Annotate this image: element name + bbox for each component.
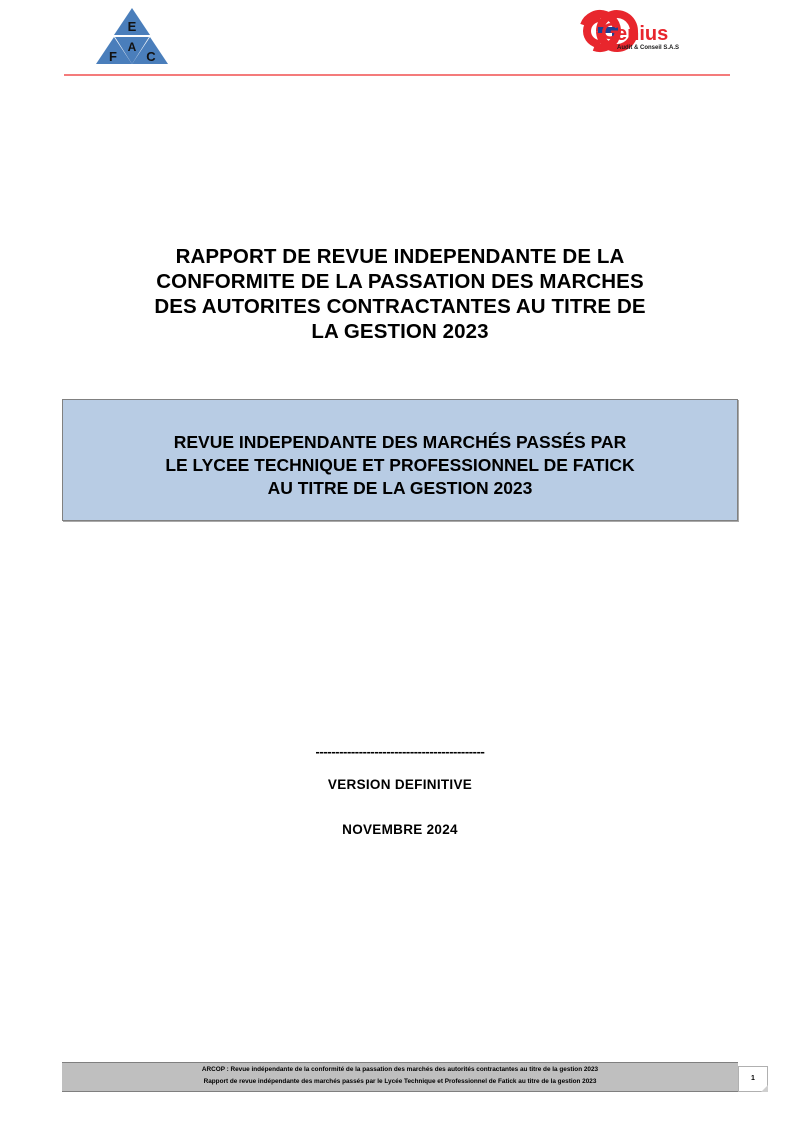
footer-text bbox=[62, 1064, 738, 1087]
subject-highlight-box bbox=[62, 399, 738, 521]
header-rule bbox=[64, 74, 730, 76]
version-block bbox=[100, 744, 700, 837]
eafc-logo bbox=[96, 6, 168, 66]
title-line-4: LA GESTION 2023 bbox=[311, 320, 489, 343]
svg-text:F: F bbox=[109, 49, 117, 64]
subject-line-1: REVUE INDEPENDANTE DES MARCHÉS PASSÉS PAR bbox=[173, 432, 627, 452]
page-header bbox=[0, 0, 800, 84]
page-number: 1 bbox=[751, 1075, 755, 1082]
svg-text:A: A bbox=[127, 40, 137, 54]
title-line-1: RAPPORT DE REVUE INDEPENDANTE DE LA bbox=[175, 245, 625, 268]
svg-text:C: C bbox=[146, 49, 156, 64]
footer-line-1: ARCOP : Revue indépendante de la conformité de la passation des marchés des autorités contractantes au titre de la gestion 2023 bbox=[201, 1066, 599, 1073]
document-title bbox=[100, 244, 700, 344]
page-corner-fold-icon bbox=[761, 1085, 768, 1092]
subject-line-2: LE LYCEE TECHNIQUE ET PROFESSIONNEL DE FATICK bbox=[165, 455, 635, 475]
genius-logo bbox=[568, 6, 698, 56]
version-date: NOVEMBRE 2024 bbox=[342, 822, 458, 837]
subject-line-3: AU TITRE DE LA GESTION 2023 bbox=[267, 478, 533, 498]
svg-text:E: E bbox=[127, 19, 137, 34]
title-line-2: CONFORMITE DE LA PASSATION DES MARCHES bbox=[156, 270, 644, 293]
title-line-3: DES AUTORITES CONTRACTANTES AU TITRE DE bbox=[154, 295, 646, 318]
svg-text:G: G bbox=[601, 18, 619, 44]
footer-line-2: Rapport de revue indépendante des marchés passés par le Lycée Technique et Professionnel de Fatick au titre de la gestion 2023 bbox=[203, 1077, 597, 1085]
version-label: VERSION DEFINITIVE bbox=[327, 777, 473, 792]
dashed-separator: ------------------------------------------- bbox=[315, 744, 485, 759]
subject-text bbox=[63, 431, 737, 500]
page-footer bbox=[0, 1060, 800, 1100]
svg-text:enius: enius bbox=[616, 23, 669, 45]
svg-text:Audit & Conseil S.A.S: Audit & Conseil S.A.S bbox=[617, 45, 680, 51]
page-number-box bbox=[738, 1066, 768, 1092]
